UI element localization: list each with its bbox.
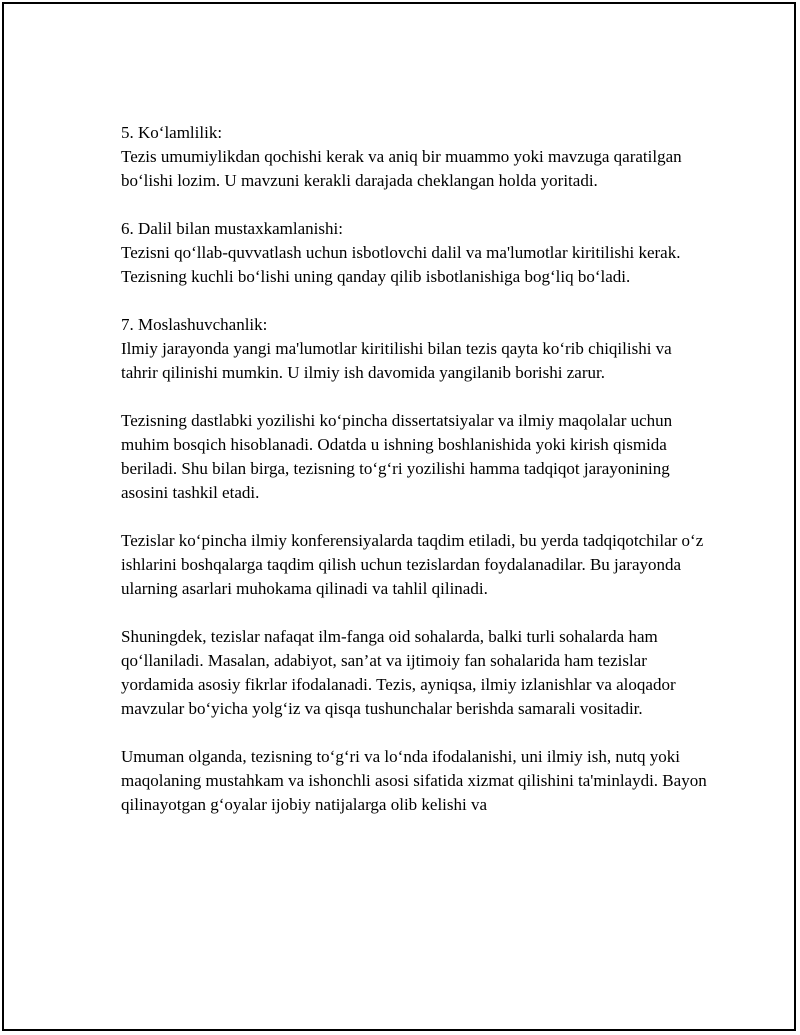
paragraph <box>121 409 711 505</box>
paragraph-text: Tezisning dastlabki yozilishi ko‘pincha dissertatsiyalar va ilmiy maqolalar uchun muhim bosqich hisoblanadi. Odatda u ishning boshlanishida yoki kirish qismida beriladi. Shu bilan birga, tezisning to‘g‘ri yozilishi hamma tadqiqot jarayonining asosini tashkil etadi. <box>121 411 673 502</box>
section-text: Ilmiy jarayonda yangi ma'lumotlar kiritilishi bilan tezis qayta ko‘rib chiqilishi va tahrir qilinishi mumkin. U ilmiy ish davomida yangilanib borishi zarur. <box>121 339 672 382</box>
paragraph <box>121 625 711 721</box>
paragraph-text: Shuningdek, tezislar nafaqat ilm-fanga oid sohalarda, balki turli sohalarda ham qo‘llaniladi. Masalan, adabiyot, san’at va ijtimoiy fan sohalarida ham tezislar yordamida asosiy fikrlar ifodalanadi. Tezis, ayniqsa, ilmiy izlanishlar va aloqador mavzular bo‘yicha yolg‘iz va qisqa tushunchalar berishda samarali vositadir. <box>121 627 676 718</box>
paragraph-text: Umuman olganda, tezisning to‘g‘ri va lo‘nda ifodalanishi, uni ilmiy ish, nutq yoki maqolaning mustahkam va ishonchli asosi sifatida xizmat qilishini ta'minlaydi. Bayon qilinayotgan g‘oyalar ijobiy natijalarga olib kelishi va <box>121 747 707 814</box>
section-5 <box>121 121 711 193</box>
section-heading: 6. Dalil bilan mustaxkamlanishi: <box>121 219 343 238</box>
section-6 <box>121 217 711 289</box>
paragraph <box>121 745 711 817</box>
document-body <box>121 121 711 841</box>
section-heading: 5. Ko‘lamlilik: <box>121 123 223 142</box>
paragraph <box>121 529 711 601</box>
section-7 <box>121 313 711 385</box>
section-text: Tezisni qo‘llab-quvvatlash uchun isbotlovchi dalil va ma'lumotlar kiritilishi kerak. Tezisning kuchli bo‘lishi uning qanday qilib isbotlanishiga bog‘liq bo‘ladi. <box>121 243 681 286</box>
paragraph-text: Tezislar ko‘pincha ilmiy konferensiyalarda taqdim etiladi, bu yerda tadqiqotchilar o‘z ishlarini boshqalarga taqdim qilish uchun tezislardan foydalanadilar. Bu jarayonda ularning asarlari muhokama qilinadi va tahlil qilinadi. <box>121 531 704 598</box>
section-text: Tezis umumiylikdan qochishi kerak va aniq bir muammo yoki mavzuga qaratilgan bo‘lishi lozim. U mavzuni kerakli darajada cheklangan holda yoritadi. <box>121 147 682 190</box>
document-page <box>2 2 796 1031</box>
section-heading: 7. Moslashuvchanlik: <box>121 315 268 334</box>
